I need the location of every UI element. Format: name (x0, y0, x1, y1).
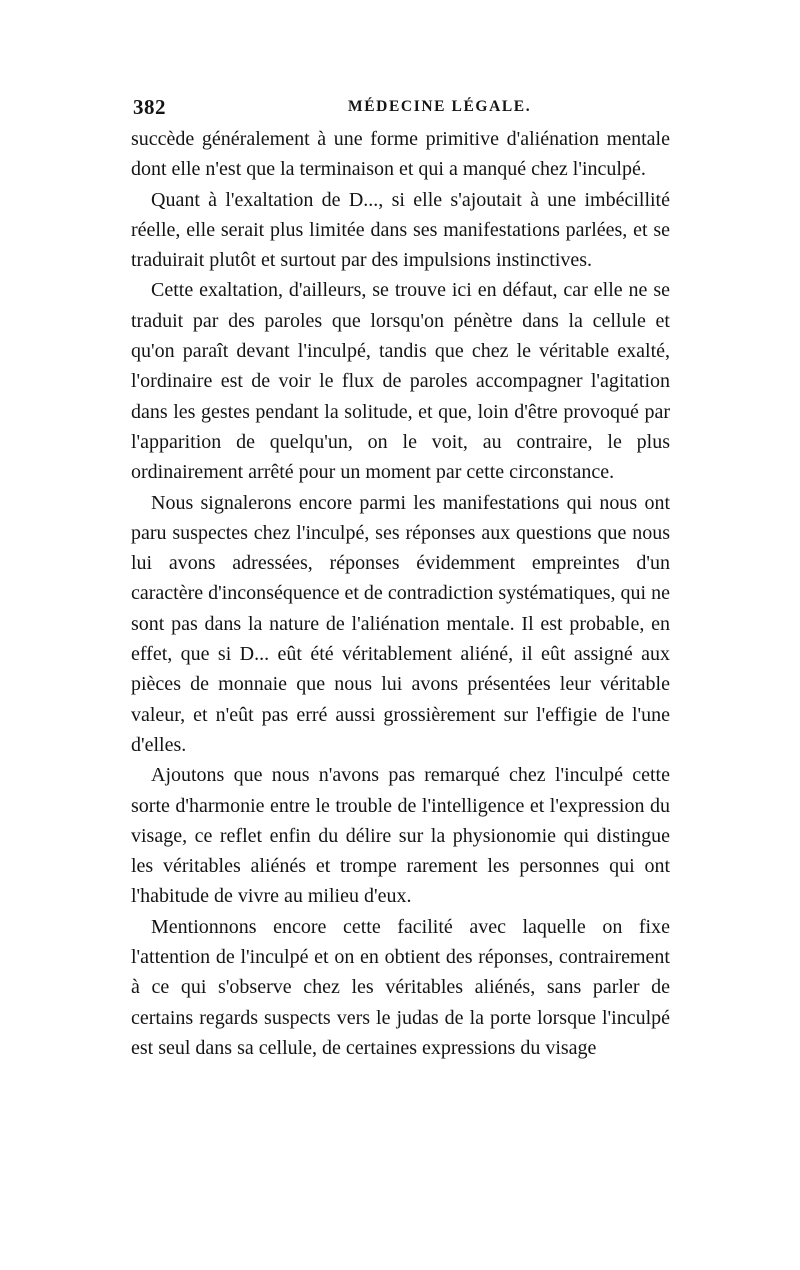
paragraph-exaltation-imbecility: Quant à l'exaltation de D..., si elle s'ajoutait à une imbécillité réelle, elle serait plus limitée dans ses manifestations parlées, et se traduirait plutôt et surtout par des impulsions instinctives. (131, 188, 670, 272)
paragraph-attention: Mentionnons encore cette facilité avec laquelle on fixe l'attention de l'inculpé et on en obtient des réponses, contrairement à ce qui s'observe chez les véritables aliénés, sans parler de certains regards suspects vers le judas de la porte lorsque l'inculpé est seul dans sa cellule, de certaines expressions du visage (131, 915, 670, 1059)
body-text (131, 124, 670, 1063)
paragraph-exaltation-default: Cette exaltation, d'ailleurs, se trouve ici en défaut, car elle ne se traduit par des paroles que lorsqu'on pénètre dans la cellule et qu'on paraît devant l'inculpé, tandis que chez le véritable exalté, l'ordinaire est de voir le flux de paroles accompagner l'agitation dans les gestes pendant la solitude, et que, loin d'être provoqué par l'apparition de quelqu'un, on le voit, au contraire, le plus ordinairement arrêté pour un moment par cette circonstance. (131, 279, 670, 484)
paragraph-harmony: Ajoutons que nous n'avons pas remarqué chez l'inculpé cette sorte d'harmonie entre le trouble de l'intelligence et l'expression du visage, ce reflet enfin du délire sur la physionomie qui distingue les véritables aliénés et trompe rarement les personnes qui ont l'habitude de vivre au milieu d'eux. (131, 764, 670, 908)
page-header (133, 95, 670, 125)
paragraph-suspect-answers: Nous signalerons encore parmi les manifestations qui nous ont paru suspectes chez l'inculpé, ses réponses aux questions que nous lui avons adressées, réponses évidemment empreintes d'un caractère d'inconséquence et de contradiction systématiques, qui ne sont pas dans la nature de l'aliénation mentale. Il est probable, en effet, que si D... eût été véritablement aliéné, il eût assigné aux pièces de monnaie que nous lui avons présentées leur véritable valeur, et n'eût pas erré aussi grossièrement sur l'effigie de l'une d'elles. (131, 491, 670, 756)
page-number: 382 (133, 95, 166, 119)
running-title: MÉDECINE LÉGALE. (348, 98, 532, 115)
paragraph-continuation: succède généralement à une forme primitive d'aliénation mentale dont elle n'est que la terminaison et qui a manqué chez l'inculpé. (131, 128, 670, 181)
